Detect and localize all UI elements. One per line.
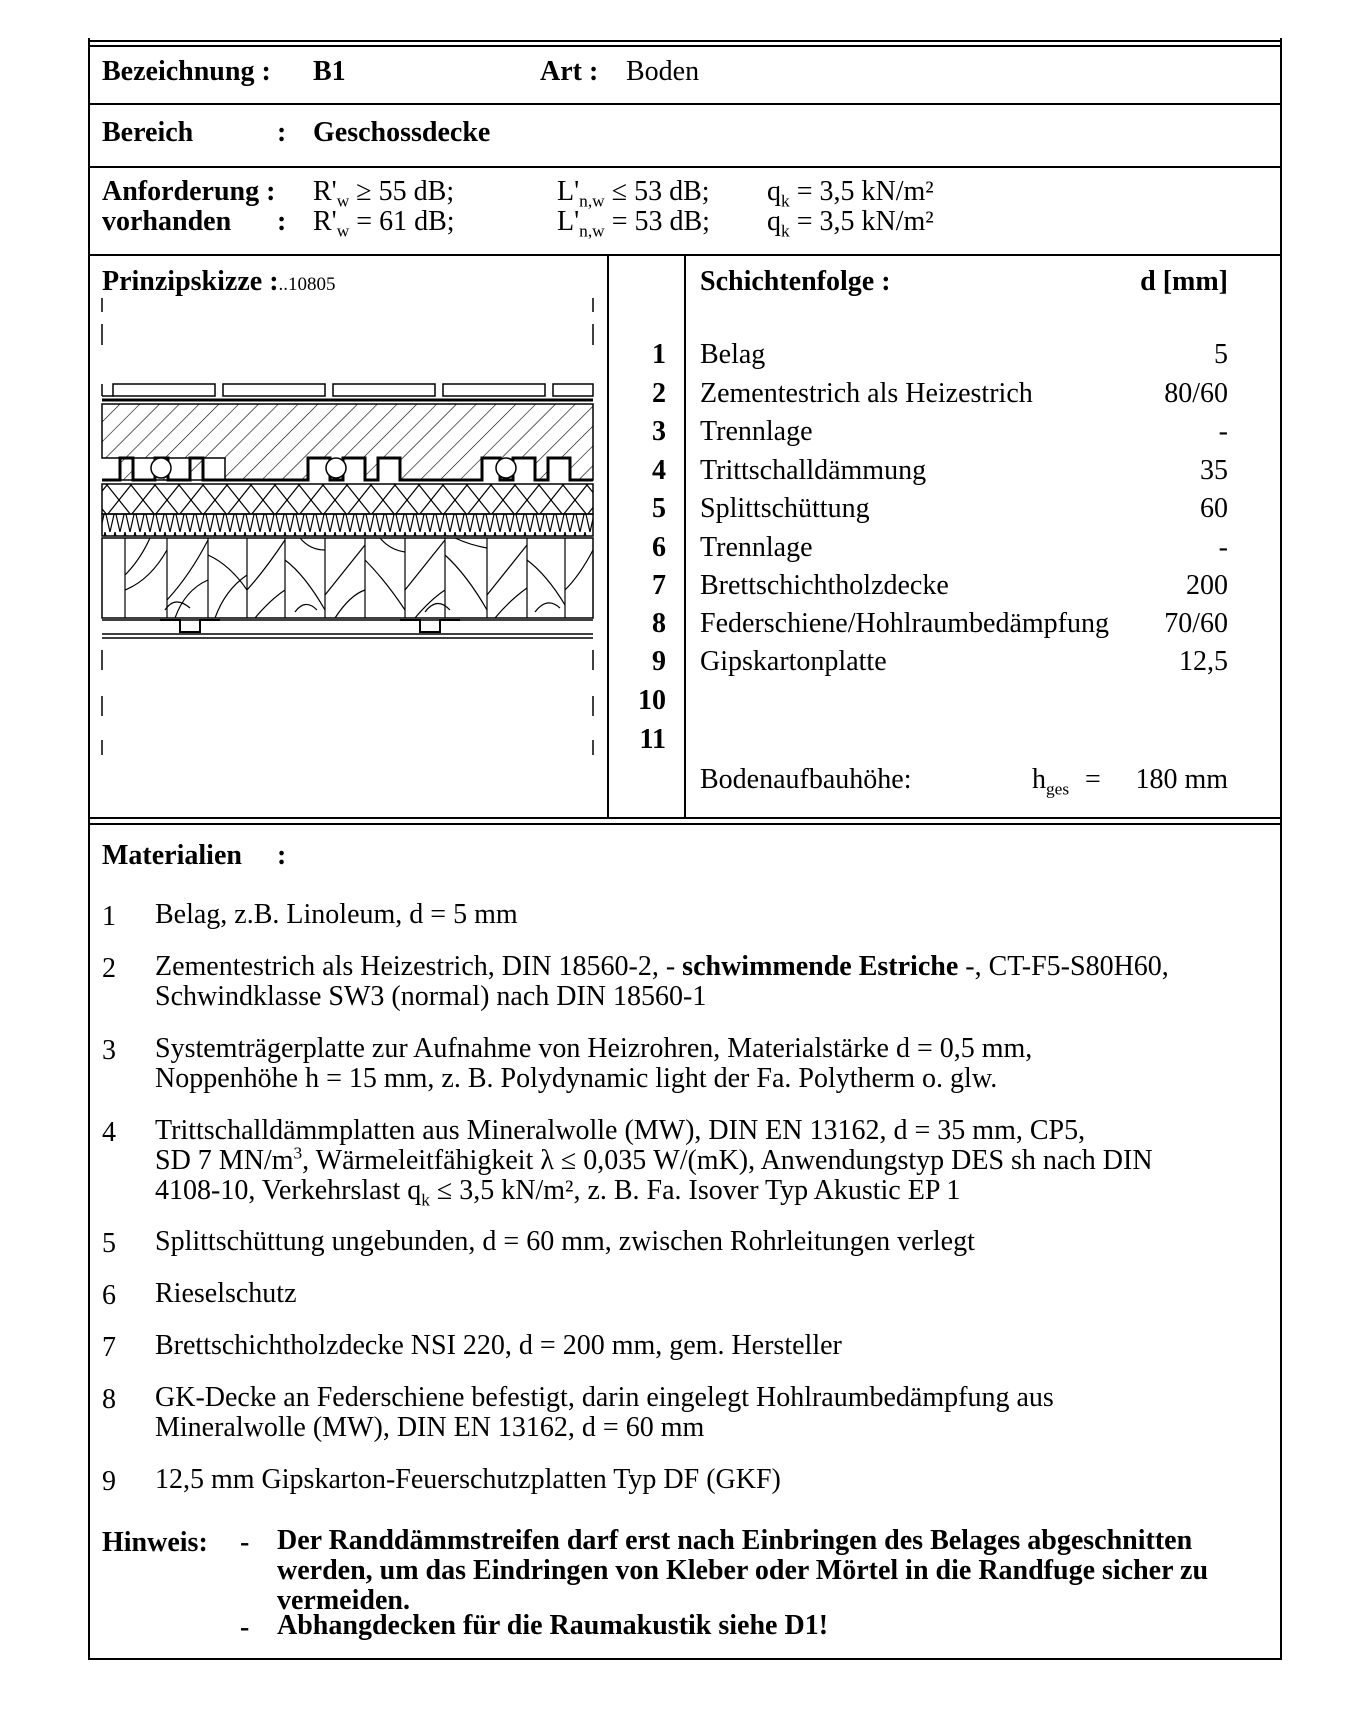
- layer-number: 10: [638, 685, 666, 716]
- material-text: Systemträgerplatte zur Aufnahme von Heizrohren, Materialstärke d = 0,5 mm, Noppenhöhe h = 15 mm, z. B. Polydynamic light der Fa. Polytherm o. glw.: [155, 1033, 1033, 1094]
- material-number: 4: [102, 1117, 116, 1148]
- materials-heading-colon: :: [277, 840, 287, 871]
- vorhanden-ln: $L'_{n,w} = 53$ dB;: [557, 206, 710, 241]
- divider-bereich: [88, 166, 1282, 168]
- art-label: Art :: [540, 56, 599, 87]
- divider-numbers: [684, 254, 686, 817]
- anforderung-rw: $R'_w \ge 55$ dB;: [313, 176, 455, 211]
- layer-thickness: 80/60: [1164, 378, 1228, 409]
- layer-name: Zementestrich als Heizestrich: [700, 378, 1033, 409]
- material-text: Splittschüttung ungebunden, d = 60 mm, zwischen Rohrleitungen verlegt: [155, 1226, 975, 1257]
- divider-layers: [88, 817, 1282, 819]
- material-text: Zementestrich als Heizestrich, DIN 18560-2, - schwimmende Estriche -, CT-F5-S80H60, Schwindklasse SW3 (normal) nach DIN 18560-1: [155, 951, 1169, 1012]
- hinweis-label: Hinweis:: [102, 1527, 208, 1558]
- art-value: Boden: [626, 56, 700, 87]
- material-text: Trittschalldämmplatten aus Mineralwolle (MW), DIN EN 13162, d = 35 mm, CP5, SD 7 $MN/m^3$, Wärmeleitfähigkeit λ ≤ 0,035 W/(mK), Anwendungstyp DES sh nach DIN 4108-10, Verkehrslast $q_k \le 3,5$ kN/m², z. B. Fa. Isover Typ Akustic EP 1: [155, 1115, 1153, 1210]
- material-number: 5: [102, 1228, 116, 1259]
- sketch-label: Prinzipskizze :..10805: [102, 266, 336, 297]
- top-border: [88, 45, 1282, 47]
- layer-name: Gipskartonplatte: [700, 646, 887, 677]
- divider-layers-double: [88, 823, 1282, 825]
- material-number: 1: [102, 901, 116, 932]
- hinweis-text: Abhangdecken für die Raumakustik siehe D1!: [277, 1610, 829, 1641]
- bereich-label: Bereich: [102, 117, 194, 148]
- anforderung-ln: $L'_{n,w} \le 53$ dB;: [557, 176, 710, 211]
- layer-number: 6: [652, 532, 666, 563]
- hinweis-dash: -: [240, 1527, 250, 1558]
- layer-number: 7: [652, 570, 666, 601]
- vorhanden-qk: $q_k = 3,5$ kN/m²: [767, 206, 934, 241]
- bezeichnung-value: B1: [313, 56, 346, 87]
- layer-number: 3: [652, 416, 666, 447]
- layer-name: Federschiene/Hohlraumbedämpfung: [700, 608, 1109, 639]
- layer-name: Brettschichtholzdecke: [700, 570, 949, 601]
- layer-thickness: 12,5: [1179, 646, 1228, 677]
- layer-name: Trittschalldämmung: [700, 455, 927, 486]
- layer-thickness: 35: [1200, 455, 1228, 486]
- material-number: 7: [102, 1332, 116, 1363]
- layers-heading: Schichtenfolge :: [700, 266, 891, 297]
- layer-thickness: 5: [1214, 339, 1228, 370]
- vorhanden-rw: $R'_w = 61$ dB;: [313, 206, 455, 241]
- material-number: 2: [102, 953, 116, 984]
- layer-number: 4: [652, 455, 666, 486]
- material-text: 12,5 mm Gipskarton-Feuerschutzplatten Typ DF (GKF): [155, 1464, 781, 1495]
- material-number: 3: [102, 1035, 116, 1066]
- layer-thickness: -: [1218, 416, 1228, 447]
- hinweis-text: Der Randdämmstreifen darf erst nach Einbringen des Belages abgeschnitten werden, um das Eindringen von Kleber oder Mörtel in die Randfuge sicher zu vermeiden.: [277, 1525, 1209, 1616]
- layer-thickness: 70/60: [1164, 608, 1228, 639]
- total-height-equals: =: [1085, 764, 1101, 795]
- hinweis-dash: -: [240, 1612, 250, 1643]
- total-height-label: Bodenaufbauhöhe:: [700, 764, 912, 795]
- layer-thickness: -: [1218, 532, 1228, 563]
- layer-number: 9: [652, 646, 666, 677]
- layer-thickness: 60: [1200, 493, 1228, 524]
- layer-name: Trennlage: [700, 416, 813, 447]
- bereich-colon: :: [277, 117, 287, 148]
- layer-number: 5: [652, 493, 666, 524]
- layer-number: 11: [639, 724, 666, 755]
- floor-section-drawing: [95, 290, 605, 790]
- layer-number: 2: [652, 378, 666, 409]
- divider-header: [88, 103, 1282, 105]
- layer-name: Trennlage: [700, 532, 813, 563]
- total-height-symbol: $h_{ges}$: [1032, 764, 1070, 799]
- materials-heading: Materialien: [102, 840, 242, 871]
- vorhanden-colon: :: [277, 206, 287, 237]
- bereich-value: Geschossdecke: [313, 117, 491, 148]
- layer-name: Belag: [700, 339, 766, 370]
- material-number: 9: [102, 1466, 116, 1497]
- material-text: Rieselschutz: [155, 1278, 297, 1309]
- layers-unit-heading: d [mm]: [1140, 266, 1228, 297]
- top-border-double: [88, 40, 1282, 42]
- layer-number: 1: [652, 339, 666, 370]
- anforderung-qk: $q_k = 3,5$ kN/m²: [767, 176, 934, 211]
- material-text: GK-Decke an Federschiene befestigt, darin eingelegt Hohlraumbedämpfung aus Mineralwolle (MW), DIN EN 13162, d = 60 mm: [155, 1382, 1054, 1443]
- material-text: Brettschichtholzdecke NSI 220, d = 200 mm, gem. Hersteller: [155, 1330, 842, 1361]
- layer-name: Splittschüttung: [700, 493, 870, 524]
- material-text: Belag, z.B. Linoleum, d = 5 mm: [155, 899, 518, 930]
- total-height-value: 180 mm: [1135, 764, 1228, 795]
- vorhanden-label: vorhanden: [102, 206, 232, 237]
- layer-number: 8: [652, 608, 666, 639]
- material-number: 6: [102, 1280, 116, 1311]
- material-number: 8: [102, 1384, 116, 1415]
- bezeichnung-label: Bezeichnung :: [102, 56, 271, 87]
- layer-thickness: 200: [1186, 570, 1228, 601]
- anforderung-label: Anforderung :: [102, 176, 276, 207]
